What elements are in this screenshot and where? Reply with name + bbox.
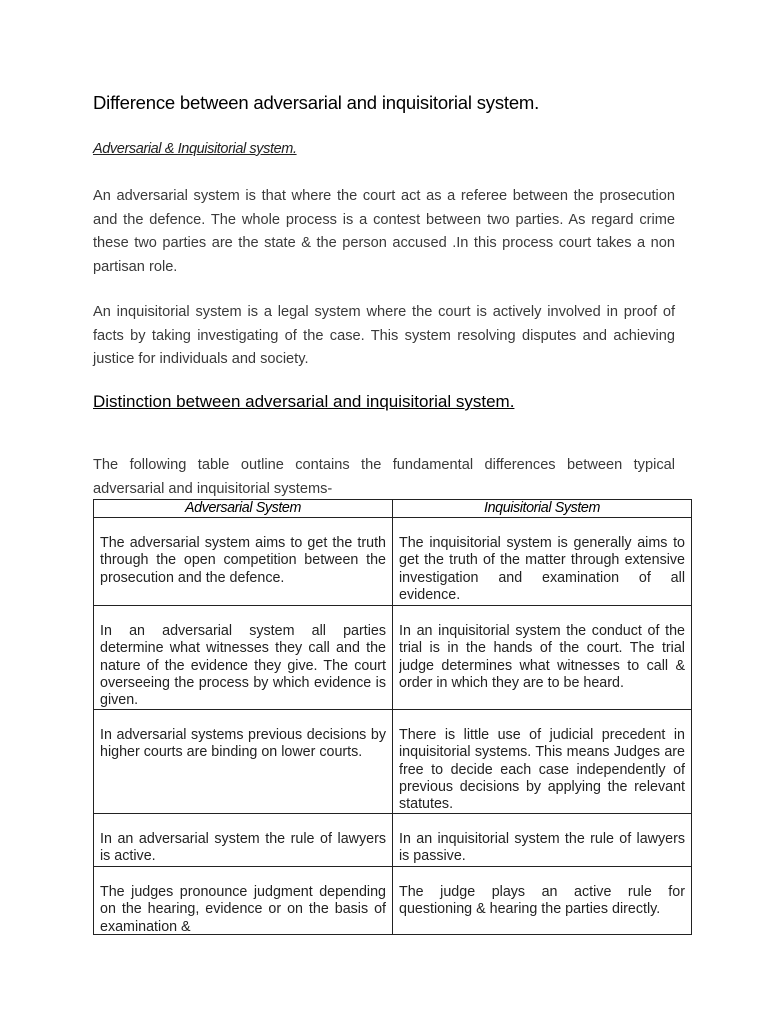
document-title: Difference between adversarial and inquisitorial system.: [93, 92, 540, 113]
table-row: [94, 867, 692, 935]
cell-inquisitorial: There is little use of judicial precedent in inquisitorial systems. This means Judges are free to decide each case independently of previous decisions by applying the relevant statutes.: [399, 727, 685, 813]
cell-inquisitorial: In an inquisitorial system the conduct of the trial is in the hands of the court. The trial judge determines what witnesses to call & order in which they are to be heard.: [399, 623, 685, 691]
table-row: [94, 518, 692, 606]
paragraph-inquisitorial: An inquisitorial system is a legal system where the court is actively involved in proof of facts by taking investigating of the case. This system resolving disputes and achieving justice for individuals and society.: [93, 304, 675, 367]
cell-adversarial: In an adversarial system all parties determine what witnesses they call and the nature of the evidence they give. The court overseeing the process by which evidence is given.: [100, 623, 386, 709]
cell-adversarial: In an adversarial system the rule of lawyers is active.: [100, 831, 386, 865]
cell-adversarial: The judges pronounce judgment depending on the hearing, evidence or on the basis of examination &: [100, 884, 386, 935]
paragraph-adversarial: An adversarial system is that where the court act as a referee between the prosecution and the defence. The whole process is a contest between two parties. As regard crime these two parties are the state & the person accused .In this process court takes a non partisan role.: [93, 188, 675, 275]
header-inquisitorial: Inquisitorial System: [393, 500, 692, 518]
cell-adversarial: The adversarial system aims to get the truth through the open competition between the prosecution and the defence.: [100, 535, 386, 586]
cell-inquisitorial: In an inquisitorial system the rule of lawyers is passive.: [399, 831, 685, 865]
table-row: [94, 710, 692, 814]
subtitle: Adversarial & Inquisitorial system.: [93, 141, 297, 157]
table-intro: The following table outline contains the fundamental differences between typical adversarial and inquisitorial systems-: [93, 457, 675, 497]
cell-inquisitorial: The judge plays an active rule for questioning & hearing the parties directly.: [399, 884, 685, 918]
table-row: [94, 606, 692, 710]
table-header-row: [94, 500, 692, 518]
table-row: [94, 814, 692, 867]
cell-adversarial: In adversarial systems previous decisions by higher courts are binding on lower courts.: [100, 727, 386, 761]
section-heading: Distinction between adversarial and inquisitorial system.: [93, 392, 515, 411]
cell-inquisitorial: The inquisitorial system is generally aims to get the truth of the matter through extensive investigation and examination of all evidence.: [399, 535, 685, 603]
header-adversarial: Adversarial System: [94, 500, 393, 518]
comparison-table: [93, 499, 692, 935]
